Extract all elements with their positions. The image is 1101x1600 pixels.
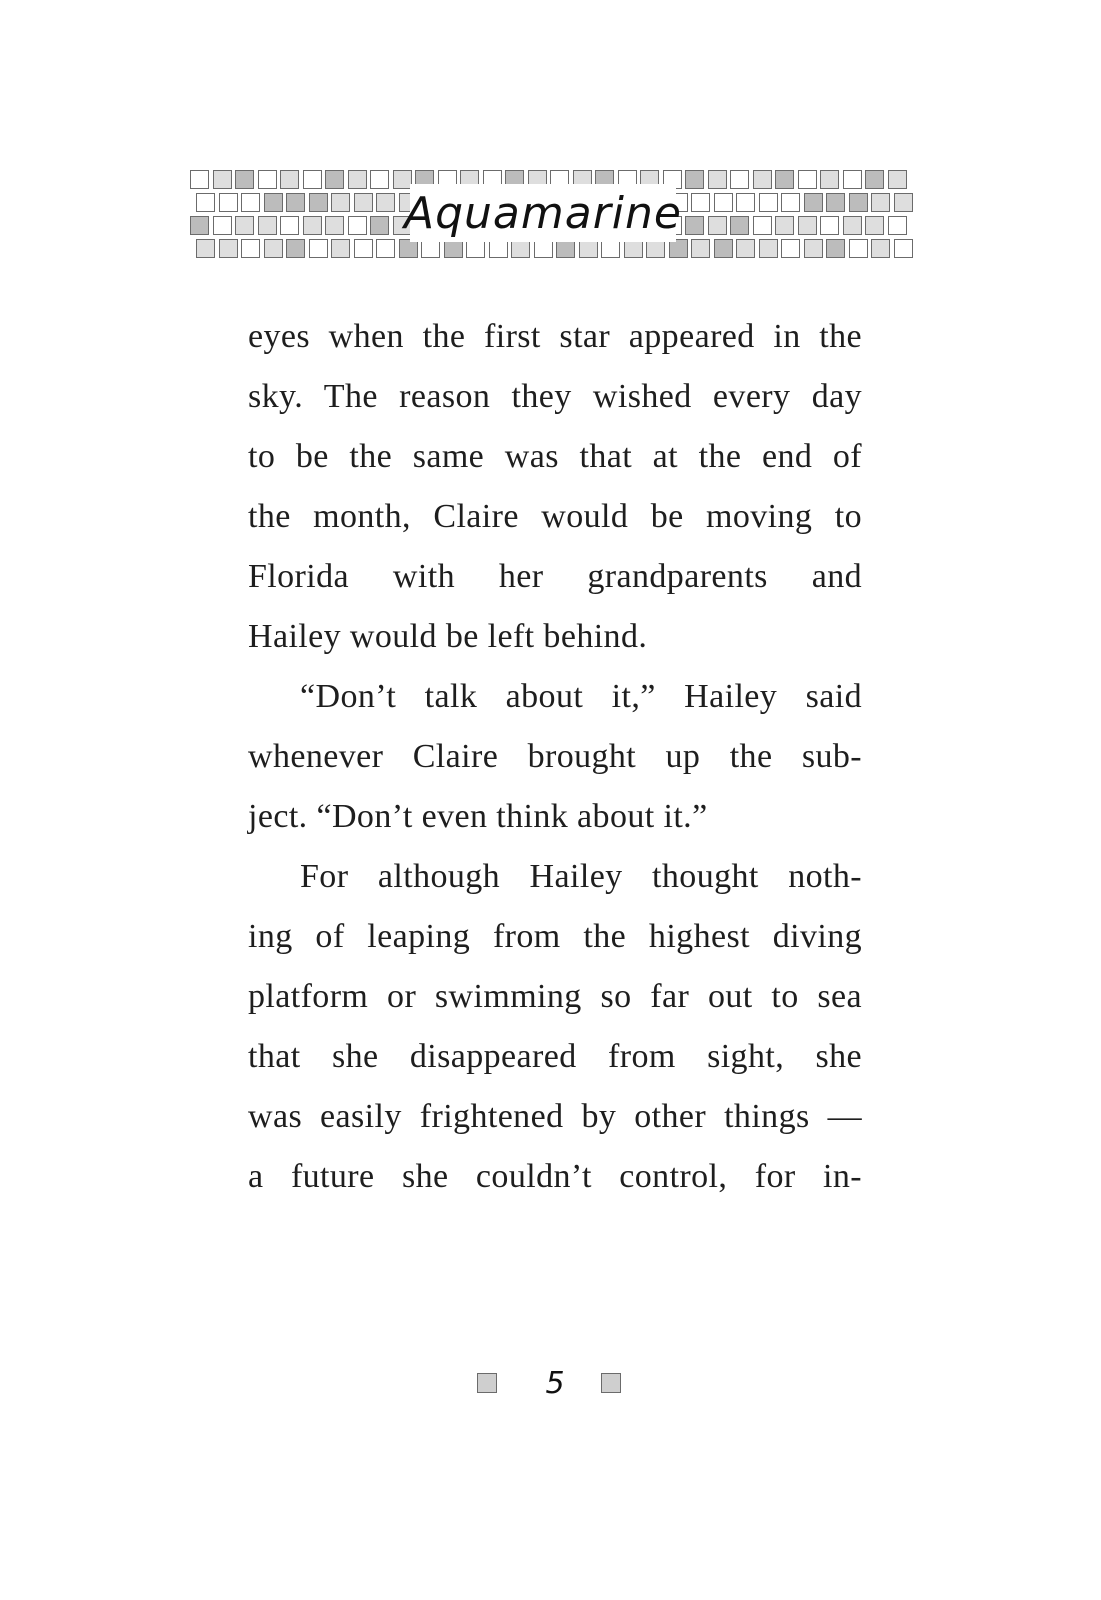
text-line: Florida with her grandparents and bbox=[248, 558, 862, 595]
mosaic-tile bbox=[213, 216, 232, 235]
mosaic-tile bbox=[196, 193, 215, 212]
text-line: For although Hailey thought noth- bbox=[300, 858, 862, 895]
running-header bbox=[190, 168, 910, 260]
mosaic-tile bbox=[804, 239, 823, 258]
mosaic-tile bbox=[235, 170, 254, 189]
mosaic-tile bbox=[871, 239, 890, 258]
mosaic-tile bbox=[888, 170, 907, 189]
mosaic-tile bbox=[865, 170, 884, 189]
mosaic-tile bbox=[753, 216, 772, 235]
mosaic-tile bbox=[714, 239, 733, 258]
text-line: Hailey would be left behind. bbox=[248, 618, 648, 655]
mosaic-tile bbox=[309, 239, 328, 258]
mosaic-tile bbox=[286, 193, 305, 212]
mosaic-tile bbox=[241, 193, 260, 212]
mosaic-tile bbox=[736, 193, 755, 212]
mosaic-tile bbox=[303, 216, 322, 235]
mosaic-tile bbox=[190, 170, 209, 189]
mosaic-tile bbox=[286, 239, 305, 258]
mosaic-tile bbox=[196, 239, 215, 258]
mosaic-tile bbox=[781, 239, 800, 258]
mosaic-tile bbox=[354, 193, 373, 212]
mosaic-tile bbox=[888, 216, 907, 235]
mosaic-tile bbox=[826, 239, 845, 258]
mosaic-tile bbox=[691, 239, 710, 258]
text-line: ing of leaping from the highest diving bbox=[248, 918, 862, 955]
mosaic-tile bbox=[849, 239, 868, 258]
mosaic-tile bbox=[753, 170, 772, 189]
page-number: 5 bbox=[545, 1366, 565, 1401]
mosaic-tile bbox=[685, 216, 704, 235]
mosaic-tile bbox=[325, 170, 344, 189]
mosaic-tile bbox=[370, 216, 389, 235]
text-line: eyes when the first star appeared in the bbox=[248, 318, 862, 355]
mosaic-tile bbox=[685, 170, 704, 189]
text-line: platform or swimming so far out to sea bbox=[248, 978, 862, 1015]
mosaic-tile bbox=[241, 239, 260, 258]
footer-square-right-icon bbox=[601, 1373, 621, 1393]
book-title: Aquamarine bbox=[404, 187, 682, 239]
mosaic-tile bbox=[730, 216, 749, 235]
mosaic-tile bbox=[708, 170, 727, 189]
mosaic-tile bbox=[714, 193, 733, 212]
mosaic-tile bbox=[309, 193, 328, 212]
text-line: the month, Claire would be moving to bbox=[248, 498, 862, 535]
mosaic-tile bbox=[894, 193, 913, 212]
text-line: “Don’t talk about it,” Hailey said bbox=[300, 678, 862, 715]
mosaic-tile bbox=[730, 170, 749, 189]
mosaic-tile bbox=[258, 216, 277, 235]
mosaic-tile bbox=[219, 193, 238, 212]
mosaic-tile bbox=[820, 216, 839, 235]
text-line: to be the same was that at the end of bbox=[248, 438, 862, 475]
mosaic-tile bbox=[804, 193, 823, 212]
mosaic-tile bbox=[708, 216, 727, 235]
mosaic-tile bbox=[775, 170, 794, 189]
mosaic-tile bbox=[843, 216, 862, 235]
mosaic-tile bbox=[393, 170, 412, 189]
mosaic-tile bbox=[759, 239, 778, 258]
mosaic-tile bbox=[213, 170, 232, 189]
mosaic-tile bbox=[331, 193, 350, 212]
footer-square-left-icon bbox=[477, 1373, 497, 1393]
mosaic-tile bbox=[865, 216, 884, 235]
mosaic-tile bbox=[258, 170, 277, 189]
page-footer bbox=[0, 1366, 1101, 1406]
mosaic-tile bbox=[264, 193, 283, 212]
mosaic-tile bbox=[798, 170, 817, 189]
mosaic-tile bbox=[849, 193, 868, 212]
mosaic-tile bbox=[331, 239, 350, 258]
mosaic-tile bbox=[871, 193, 890, 212]
mosaic-tile bbox=[376, 193, 395, 212]
mosaic-tile bbox=[190, 216, 209, 235]
mosaic-tile bbox=[775, 216, 794, 235]
mosaic-tile bbox=[759, 193, 778, 212]
mosaic-tile bbox=[370, 170, 389, 189]
mosaic-tile bbox=[781, 193, 800, 212]
text-line: that she disappeared from sight, she bbox=[248, 1038, 862, 1075]
mosaic-tile bbox=[736, 239, 755, 258]
book-title-box bbox=[404, 184, 682, 242]
mosaic-tile bbox=[798, 216, 817, 235]
mosaic-tile bbox=[691, 193, 710, 212]
mosaic-tile bbox=[280, 170, 299, 189]
text-line: ject. “Don’t even think about it.” bbox=[248, 798, 708, 835]
mosaic-tile bbox=[280, 216, 299, 235]
mosaic-tile bbox=[235, 216, 254, 235]
mosaic-tile bbox=[348, 216, 367, 235]
text-line: was easily frightened by other things — bbox=[248, 1098, 862, 1135]
mosaic-tile bbox=[264, 239, 283, 258]
mosaic-tile bbox=[820, 170, 839, 189]
text-line: sky. The reason they wished every day bbox=[248, 378, 862, 415]
text-line: a future she couldn’t control, for in- bbox=[248, 1158, 862, 1195]
mosaic-tile bbox=[219, 239, 238, 258]
mosaic-tile bbox=[826, 193, 845, 212]
mosaic-tile bbox=[354, 239, 373, 258]
mosaic-tile bbox=[325, 216, 344, 235]
mosaic-tile bbox=[376, 239, 395, 258]
mosaic-tile bbox=[894, 239, 913, 258]
mosaic-tile bbox=[843, 170, 862, 189]
mosaic-tile bbox=[303, 170, 322, 189]
mosaic-tile bbox=[348, 170, 367, 189]
text-line: whenever Claire brought up the sub- bbox=[248, 738, 862, 775]
